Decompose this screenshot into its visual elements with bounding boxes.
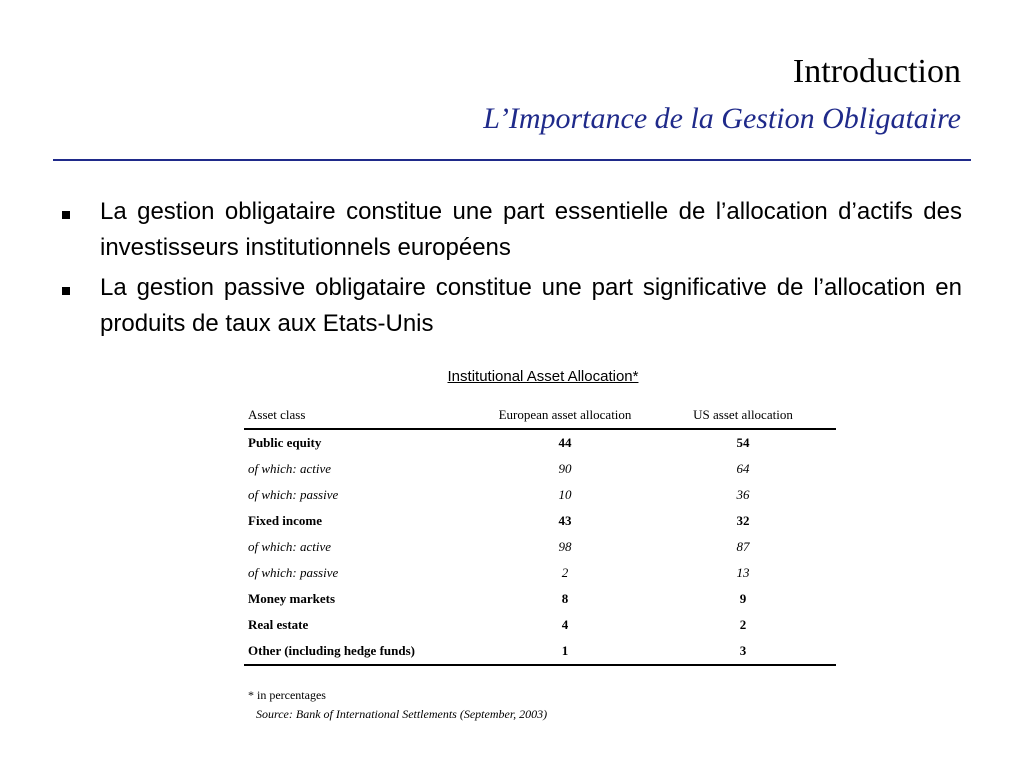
asset-allocation-table [244,402,836,666]
row-label: Money markets [248,591,336,606]
european-value: 98 [558,539,572,554]
european-value: 8 [561,591,569,606]
european-value: 4 [561,617,569,632]
slide-title: Introduction [792,53,961,90]
table-row [244,534,836,560]
us-value: 32 [736,513,750,528]
us-value: 54 [736,435,750,450]
column-header-european: European asset allocation [480,402,650,429]
us-value: 36 [736,487,750,502]
row-label: of which: passive [248,487,339,502]
european-value: 1 [480,638,650,665]
row-label: Real estate [248,617,309,632]
bullet-item [62,194,962,266]
us-value: 87 [736,539,750,554]
table-header-row [244,402,836,429]
us-value: 2 [739,617,747,632]
row-label: Fixed income [248,513,323,528]
row-label: of which: active [248,461,332,476]
table-row [244,429,836,456]
bullet-text: La gestion obligataire constitue une part essentielle de l’allocation d’actifs des investisseurs institutionnels européens [100,198,962,261]
table-footnote: * in percentages [248,688,326,702]
row-label: Public equity [248,435,322,450]
table-row [244,612,836,638]
us-value: 9 [739,591,747,606]
row-label: Other (including hedge funds) [244,638,480,665]
column-header-us: US asset allocation [650,402,836,429]
european-value: 90 [558,461,572,476]
row-label: of which: passive [248,565,339,580]
european-value: 44 [558,435,572,450]
european-value: 10 [558,487,572,502]
table-row [244,456,836,482]
row-label: of which: active [248,539,332,554]
slide-subtitle: L’Importance de la Gestion Obligataire [483,102,961,135]
table-row [244,560,836,586]
table-row [244,586,836,612]
bullet-list [62,194,962,346]
table-row [244,638,836,665]
us-value: 64 [736,461,750,476]
table-title: Institutional Asset Allocation* [447,368,639,385]
european-value: 43 [558,513,572,528]
table-source: Source: Bank of International Settlements (September, 2003) [256,707,548,721]
us-value: 13 [736,565,750,580]
table-row [244,508,836,534]
title-divider [53,159,971,161]
european-value: 2 [561,565,569,580]
column-header-asset-class: Asset class [244,402,480,429]
bullet-text: La gestion passive obligataire constitue une part significative de l’allocation en produits de taux aux Etats-Unis [100,274,962,337]
square-bullet-icon [62,287,70,295]
us-value: 3 [650,638,836,665]
square-bullet-icon [62,211,70,219]
bullet-item [62,270,962,342]
table-row [244,482,836,508]
